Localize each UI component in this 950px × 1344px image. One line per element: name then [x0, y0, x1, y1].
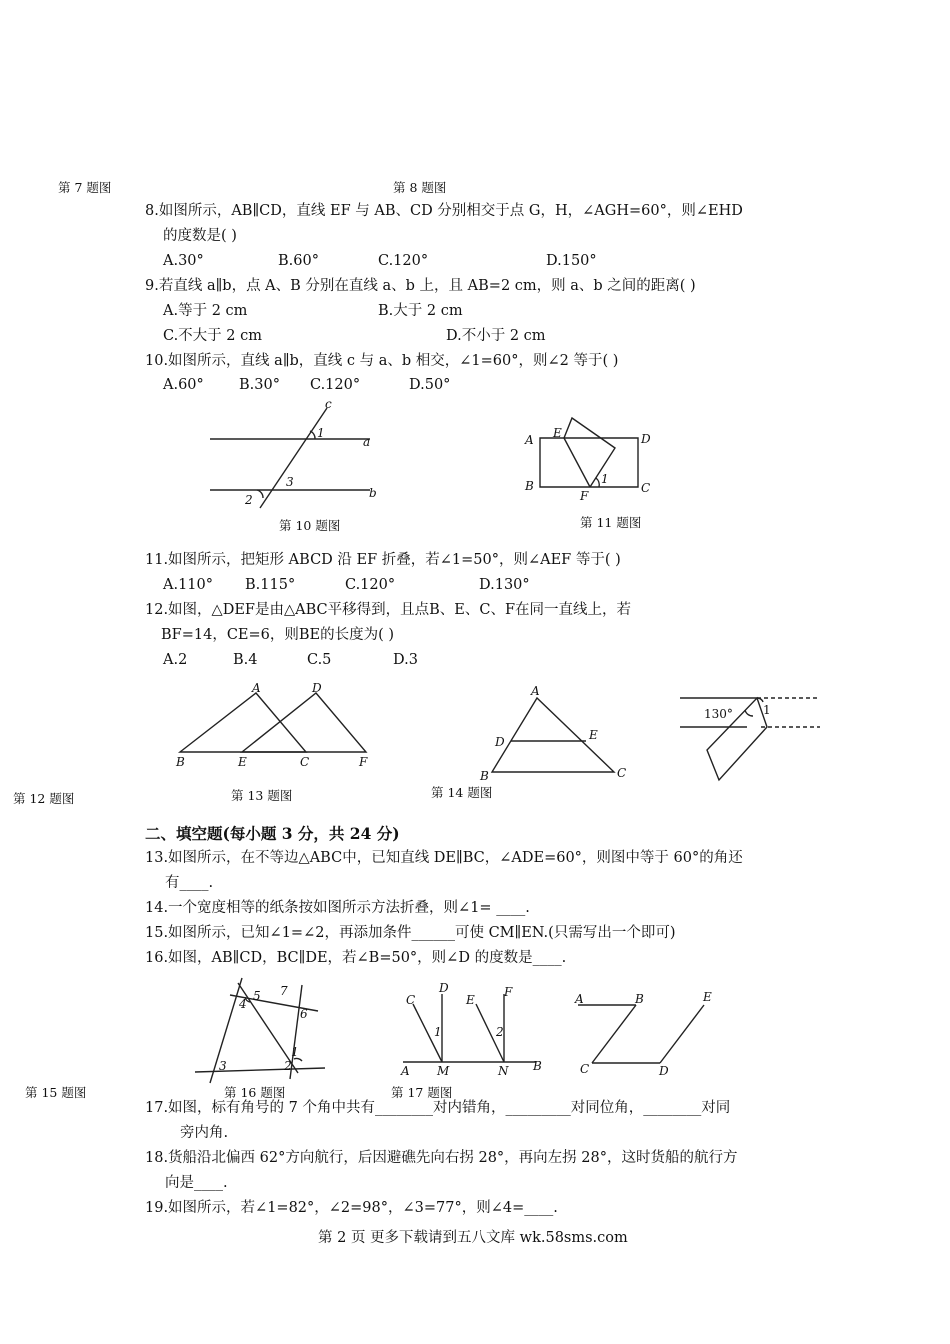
q10-option-b: B.30° — [239, 377, 280, 393]
label-d: D — [495, 735, 505, 749]
label-b: b — [369, 486, 377, 500]
q16-stem: 16.如图，AB∥CD，BC∥DE，若∠B=50°，则∠D 的度数是____. — [145, 950, 567, 966]
q9-option-c: C.不大于 2 cm — [163, 328, 263, 344]
q10-option-d: D.50° — [409, 377, 451, 393]
q11-stem: 11.如图所示，把矩形 ABCD 沿 EF 折叠，若∠1=50°，则∠AEF 等于( ) — [145, 552, 621, 568]
label-d: D — [659, 1064, 669, 1078]
label-angle-1: 1 — [434, 1025, 442, 1039]
q15-stem: 15.如图所示，已知∠1=∠2，再添加条件______可使 CM∥EN.(只需写出一个即可) — [145, 925, 676, 941]
q8-option-b: B.60° — [278, 253, 319, 269]
label-b: B — [533, 1059, 542, 1073]
label-c: C — [617, 766, 627, 780]
q17-stem: 17.如图，标有角号的 7 个角中共有________对内错角，_________对同位角，________对同 — [145, 1100, 731, 1116]
q9-option-d: D.不小于 2 cm — [446, 328, 546, 344]
section-2-title: 二、填空题(每小题 3 分，共 24 分) — [145, 824, 400, 843]
label-c: C — [580, 1062, 590, 1076]
q9-option-a: A.等于 2 cm — [163, 303, 248, 319]
figure-17 — [570, 985, 720, 1080]
q11-option-c: C.120° — [345, 577, 396, 593]
label-angle-1: 1 — [317, 426, 325, 440]
label-130: 130° — [704, 707, 733, 721]
line-bc — [592, 1005, 636, 1063]
q17-stem-2: 旁内角. — [180, 1125, 229, 1141]
label-a: A — [252, 681, 261, 695]
label-e: E — [466, 993, 475, 1007]
q12-option-d: D.3 — [393, 652, 418, 668]
label-b: B — [635, 992, 644, 1006]
line-c — [260, 408, 327, 508]
q18-stem-2: 向是____. — [165, 1175, 228, 1191]
caption-fig13: 第 13 题图 — [231, 788, 293, 803]
caption-fig17: 第 17 题图 — [391, 1085, 453, 1100]
label-a: A — [531, 684, 540, 698]
rectangle-abcd — [540, 438, 638, 487]
q8-option-a: A.30° — [163, 253, 204, 269]
figure-15 — [190, 975, 335, 1087]
q8-option-c: C.120° — [378, 253, 429, 269]
angle-130-arc — [745, 710, 753, 716]
label-b: B — [525, 479, 534, 493]
figure-13 — [475, 680, 635, 785]
line-de — [660, 1005, 704, 1063]
figure-14 — [675, 690, 825, 785]
q12-stem-2: BF=14，CE=6，则BE的长度为( ) — [161, 627, 395, 643]
caption-fig11: 第 11 题图 — [580, 515, 642, 530]
label-angle-3: 3 — [286, 475, 294, 489]
q10-stem: 10.如图所示，直线 a∥b，直线 c 与 a、b 相交，∠1=60°，则∠2 等于( ) — [145, 353, 619, 369]
label-f: F — [359, 755, 368, 769]
label-n: N — [498, 1064, 509, 1078]
label-e: E — [703, 990, 712, 1004]
caption-fig12: 第 12 题图 — [13, 791, 75, 806]
label-b: B — [480, 769, 489, 783]
label-a: A — [525, 433, 534, 447]
caption-fig8: 第 8 题图 — [393, 180, 447, 195]
q12-option-b: B.4 — [233, 652, 258, 668]
label-a: A — [575, 992, 584, 1006]
label-angle-1: 1 — [601, 472, 609, 486]
q14-stem: 14.一个宽度相等的纸条按如图所示方法折叠，则∠1= ____. — [145, 900, 530, 916]
q9-stem: 9.若直线 a∥b，点 A、B 分别在直线 a、b 上，且 AB=2 cm，则 a、b 之间的距离( ) — [145, 278, 696, 294]
q10-option-c: C.120° — [310, 377, 361, 393]
label-f: F — [504, 985, 513, 999]
label-e: E — [589, 728, 598, 742]
label-angle-2: 2 — [245, 493, 253, 507]
label-d: D — [439, 981, 449, 995]
q11-option-b: B.115° — [245, 577, 296, 593]
label-f: F — [580, 489, 589, 503]
caption-fig7: 第 7 题图 — [58, 180, 112, 195]
label-c: C — [641, 481, 651, 495]
q12-option-c: C.5 — [307, 652, 332, 668]
label-d: D — [312, 681, 322, 695]
triangle-def — [242, 693, 366, 752]
label-4: 4 — [239, 997, 247, 1011]
q18-stem: 18.货船沿北偏西 62°方向航行，后因避礁先向右拐 28°，再向左拐 28°，这时货船的航行方 — [145, 1150, 738, 1166]
label-7: 7 — [280, 984, 288, 998]
q8-stem-2: 的度数是( ) — [163, 228, 237, 244]
q10-option-a: A.60° — [163, 377, 204, 393]
label-a: A — [401, 1064, 410, 1078]
label-c: c — [325, 397, 332, 411]
label-c: C — [300, 755, 310, 769]
figure-10 — [205, 396, 395, 514]
fold-line-ef — [564, 438, 590, 487]
label-m: M — [437, 1064, 450, 1078]
q13-stem-2: 有____. — [165, 875, 214, 891]
right-line — [290, 985, 302, 1079]
label-angle-1: 1 — [763, 703, 771, 717]
label-a: a — [363, 435, 371, 449]
caption-fig15: 第 15 题图 — [25, 1085, 87, 1100]
figure-12 — [170, 678, 380, 773]
q13-stem: 13.如图所示，在不等边△ABC中，已知直线 DE∥BC，∠ADE=60°，则图中等于 60°的角还 — [145, 850, 743, 866]
label-5: 5 — [253, 989, 261, 1003]
label-angle-2: 2 — [496, 1025, 504, 1039]
caption-fig14: 第 14 题图 — [431, 785, 493, 800]
page-footer: 第 2 页 更多下载请到五八文库 wk.58sms.com — [318, 1230, 628, 1246]
q19-stem: 19.如图所示，若∠1=82°，∠2=98°，∠3=77°，则∠4=____. — [145, 1200, 558, 1216]
q8-stem: 8.如图所示，AB∥CD，直线 EF 与 AB、CD 分别相交于点 G，H，∠AGH=60°，则∠EHD — [145, 203, 743, 219]
q11-option-d: D.130° — [479, 577, 530, 593]
label-e: E — [238, 755, 247, 769]
q11-option-a: A.110° — [163, 577, 214, 593]
figure-11 — [520, 410, 660, 510]
label-e: E — [553, 426, 562, 440]
q9-option-b: B.大于 2 cm — [378, 303, 463, 319]
figure-16 — [398, 980, 548, 1080]
label-b: B — [176, 755, 185, 769]
label-6: 6 — [300, 1007, 308, 1021]
q8-option-d: D.150° — [546, 253, 597, 269]
label-c: C — [406, 993, 416, 1007]
q12-option-a: A.2 — [163, 652, 188, 668]
triangle-abc — [180, 693, 306, 752]
q12-stem: 12.如图，△DEF是由△ABC平移得到，且点B、E、C、F在同一直线上，若 — [145, 602, 632, 618]
angle-1-arc — [596, 478, 599, 487]
angle-2-arc — [257, 490, 263, 498]
label-2: 2 — [284, 1059, 292, 1073]
label-1: 1 — [291, 1045, 299, 1059]
label-3: 3 — [219, 1059, 227, 1073]
caption-fig16: 第 16 题图 — [224, 1085, 286, 1100]
caption-fig10: 第 10 题图 — [279, 518, 341, 533]
label-d: D — [641, 432, 651, 446]
